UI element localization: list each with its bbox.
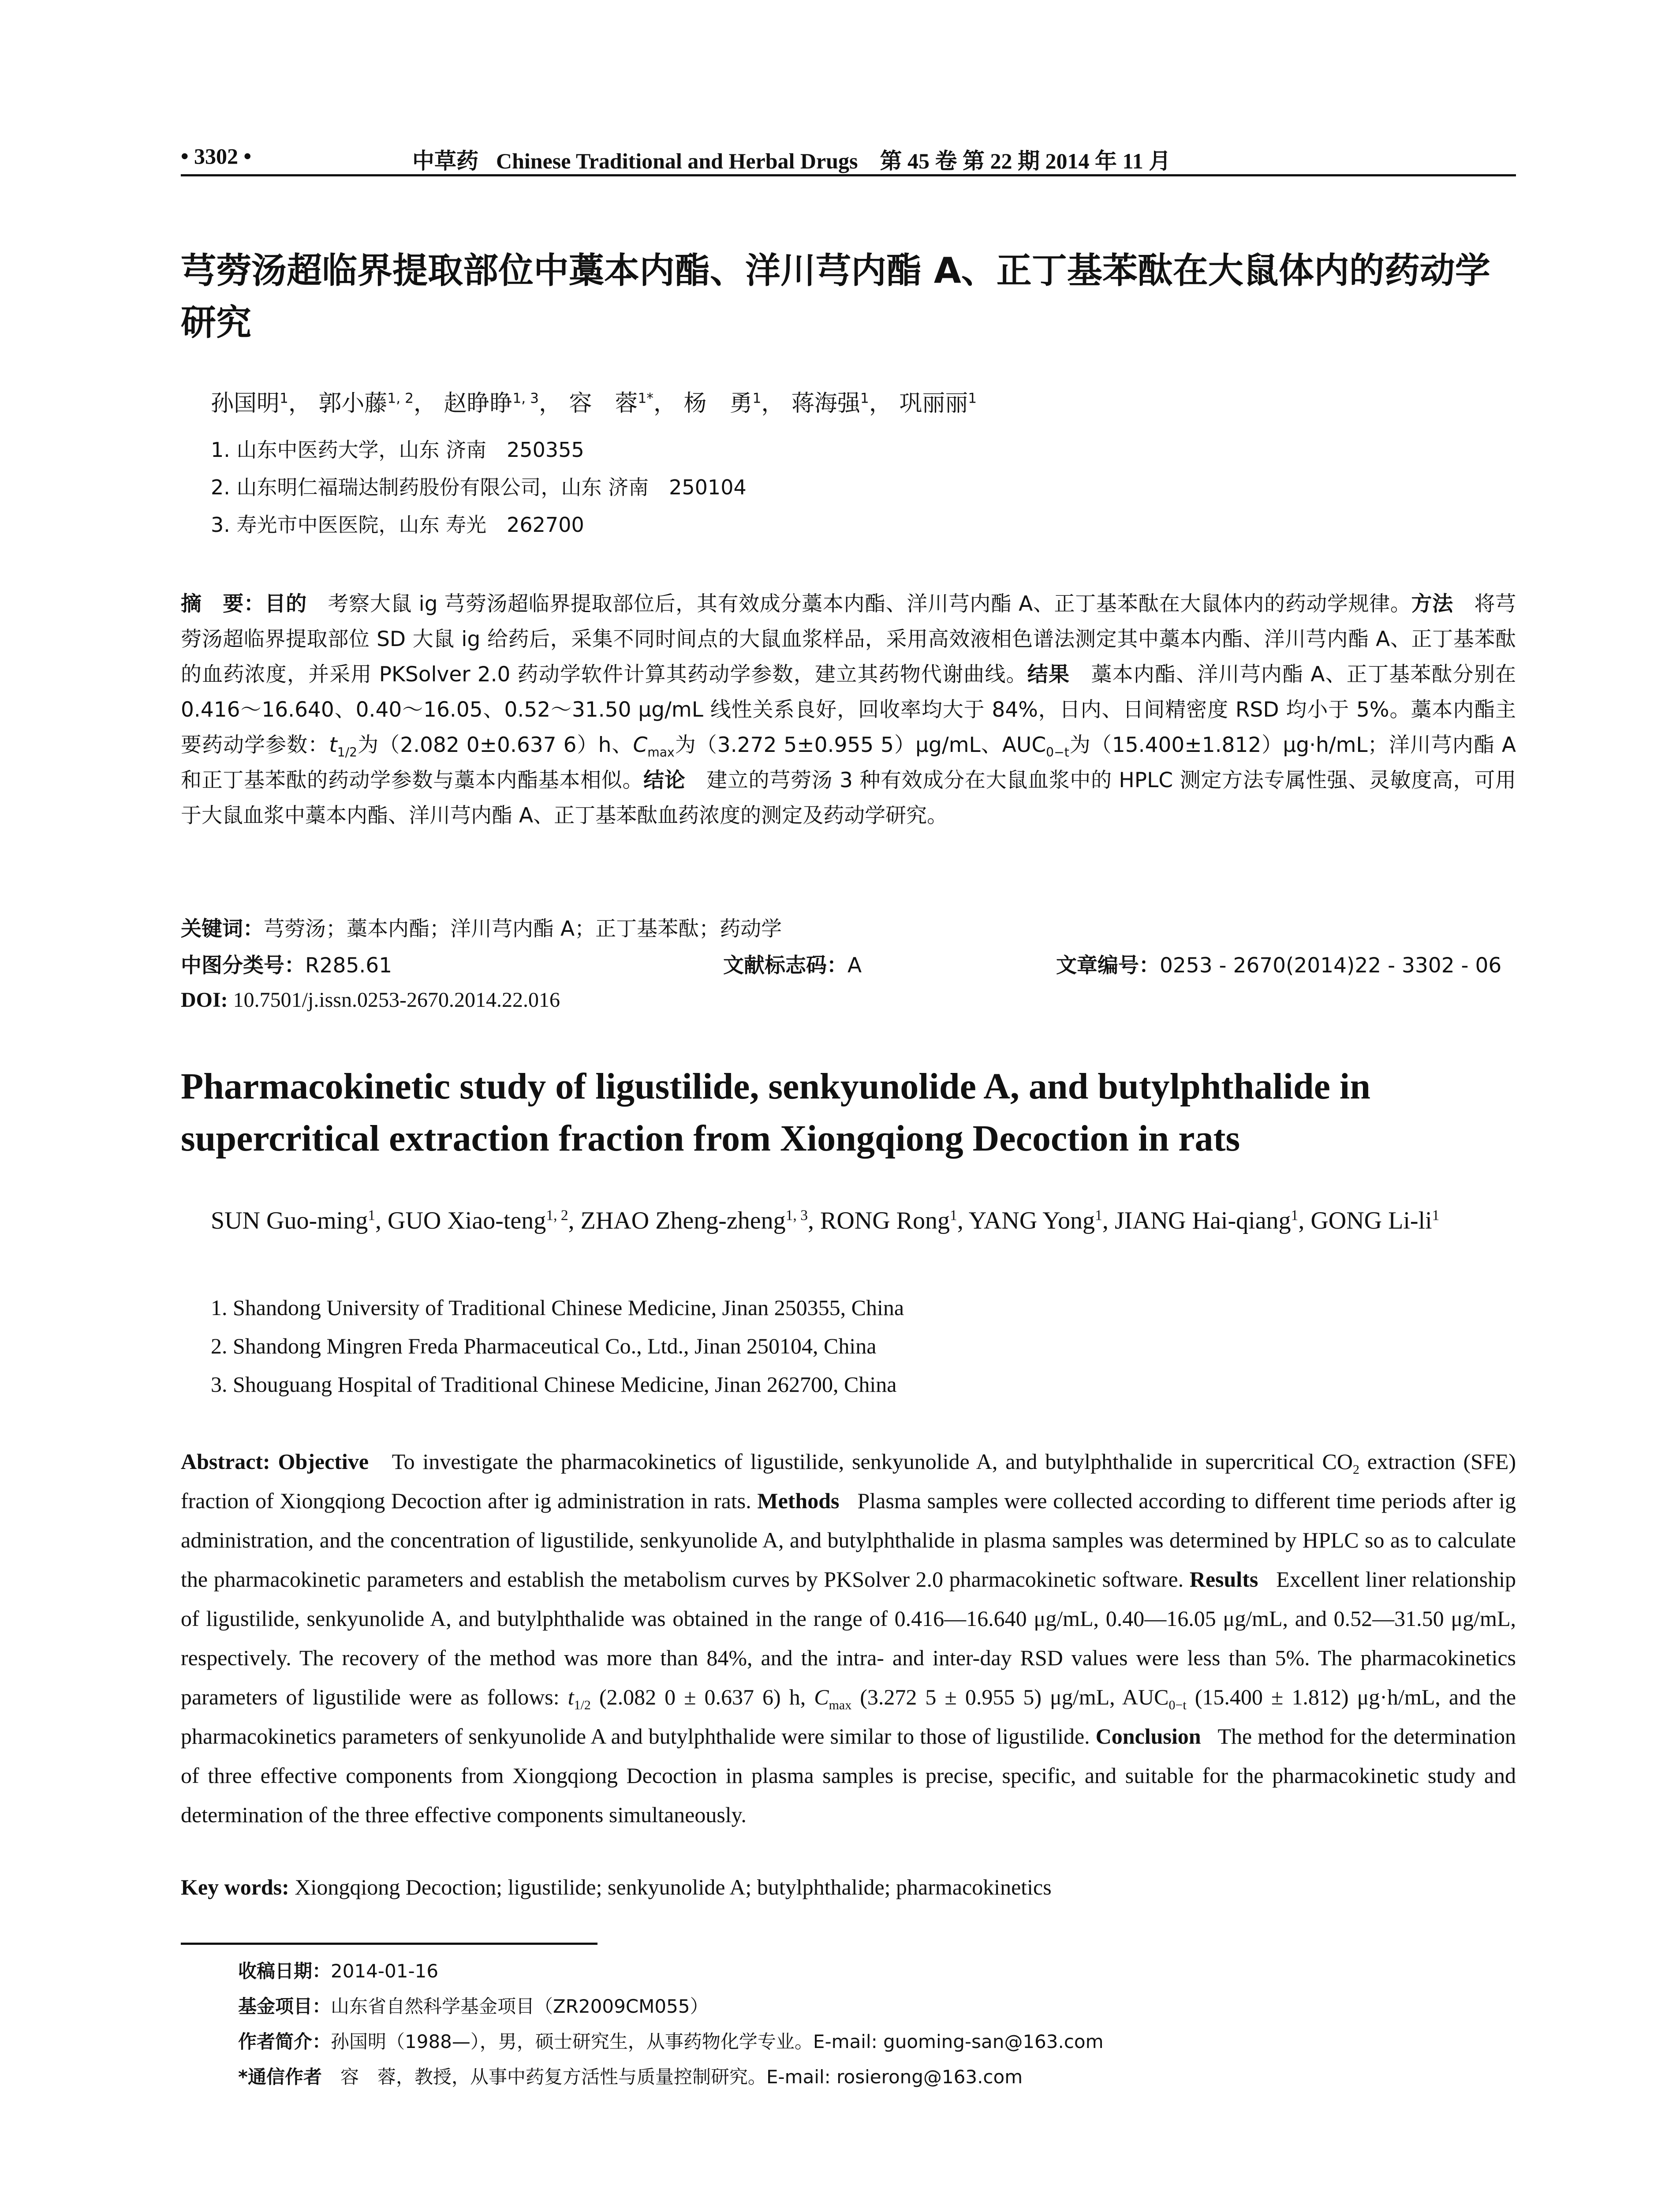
- author-cn: 蒋海强: [791, 390, 860, 417]
- author-en: SUN Guo-ming: [211, 1207, 368, 1234]
- author-en: GONG Li-li: [1310, 1207, 1432, 1234]
- affiliation-en: 2. Shandong Mingren Freda Pharmaceutical Co., Ltd., Jinan 250104, China: [211, 1334, 877, 1358]
- author-cn: 杨 勇: [683, 390, 753, 417]
- author-en: JIANG Hai-qiang: [1114, 1207, 1291, 1234]
- journal-issue: Chinese Traditional and Herbal Drugs 第 45 卷 第 22 期 2014 年 11 月: [496, 149, 1171, 173]
- clc-code: R285.61: [305, 953, 392, 978]
- doi: DOI: 10.7501/j.issn.0253-2670.2014.22.016: [181, 988, 560, 1012]
- affiliation-cn: 3. 寿光市中医医院，山东 寿光 262700: [211, 513, 584, 537]
- article-number: 0253 - 2670(2014)22 - 3302 - 06: [1160, 953, 1502, 978]
- objective-text: 考察大鼠 ig 芎䓖汤超临界提取部位后，其有效成分藁本内酯、洋川芎内酯 A、正丁基苯酞在大鼠体内的药动学规律。: [328, 592, 1411, 616]
- abstract-label: Abstract:: [181, 1449, 270, 1474]
- methods-label: 方法: [1411, 592, 1453, 616]
- conclusion-text: The method for the determination of three effective components from Xiongqiong Decoction in plasma samples is precise, specific, and suitable for the pharmacokinetic study and determination of the three effective components simultaneously.: [181, 1724, 1516, 1827]
- running-header: [181, 143, 1516, 176]
- footnote-author-bio: 作者简介：孙国明（1988—），男，硕士研究生，从事药物化学专业。E-mail: guoming-san@163.com: [238, 2031, 1104, 2052]
- authors-en: SUN Guo-ming$^1$, GUO Xiao-teng$^{1, 2}$, ZHAO Zheng-zheng$^{1, 3}$, RONG Rong$^1$, YANG Yong$^1$, JIANG Hai-qiang$^1$, GONG $Li-li^1$: [211, 1207, 1440, 1234]
- conclusion-label: 结论: [643, 768, 686, 792]
- abstract-label: 摘 要：: [181, 592, 265, 616]
- author-en: ZHAO Zheng-zheng: [580, 1207, 786, 1234]
- author-cn: 容 蓉: [569, 390, 638, 417]
- footnote-received: 收稿日期：2014-01-16: [238, 1960, 439, 1982]
- methods-text: 将芎䓖汤超临界提取部位 SD 大鼠 ig 给药后，采集不同时间点的大鼠血浆样品，采用高效液相色谱法测定其中藁本内酯、洋川芎内酯 A、正丁基苯酞的血药浓度，并采用 PKSolver 2.0 药动学软件计算其药动学参数，建立其药物代谢曲线。: [181, 592, 1516, 687]
- methods-text: Plasma samples were collected according to different time periods after ig administration, and the concentration of ligustilide, senkyunolide A, and butylphthalide in plasma samples was determined by HPLC so as to calculate the pharmacokinetic parameters and establish the metabolism curves by PKSolver 2.0 pharmacokinetic software.: [181, 1488, 1516, 1592]
- document-code: A: [847, 953, 862, 978]
- results-label: Results: [1189, 1567, 1258, 1592]
- abstract-en: Abstract: Objective To investigate the pharmacokinetics of ligustilide, senkyunolide A, and butylphthalide in supercritical $CO_2$ extraction (SFE) fraction of Xiongqiong Decoction after ig administration in rats. Methods Plasma samples were collected according to different time periods after ig administration, and the concentration of ligustilide, senkyunolide A, and butylphthalide in plasma samples was determined by HPLC so as to calculate the pharmacokinetic parameters and establish the metabolism curves by PKSolver 2.0 pharmacokinetic software. Results Excellent liner relationship of ligustilide, senkyunolide A, and butylphthalide was obtained in the range of 0.416—16.640 μg/mL, 0.40—16.05 μg/mL, and 0.52—31.50 μg/mL, respectively. The recovery of the method was more than 84%, and the intra- and inter-day RSD values were less than 5%. The pharmacokinetics parameters of ligustilide were as follows: $t_{1/2}$ (2.082 0 ± 0.637 6) h, $C_{max}$ (3.272 5 ± 0.955 5) μg/mL, $AUC_{0-t}$ (15.400 ± 1.812) μg·h/mL, and the pharmacokinetics parameters of senkyunolide A and butylphthalide were similar to those of ligustilide. Conclusion The method for the determination of three effective components from Xiongqiong Decoction in plasma samples is precise, specific, and suitable for the pharmacokinetic study and determination of the three effective components simultaneously.: [181, 1449, 1516, 1827]
- affiliation-cn: 2. 山东明仁福瑞达制药股份有限公司，山东 济南 250104: [211, 475, 747, 499]
- author-cn: 孙国明: [211, 390, 280, 417]
- conclusion-text: 建立的芎䓖汤 3 种有效成分在大鼠血浆中的 HPLC 测定方法专属性强、灵敏度高，可用于大鼠血浆中藁本内酯、洋川芎内酯 A、正丁基苯酞血药浓度的测定及药动学研究。: [181, 768, 1516, 828]
- results-label: 结果: [1027, 662, 1070, 687]
- keywords-cn: 关键词：芎䓖汤；藁本内酯；洋川芎内酯 A；正丁基苯酞；药动学: [181, 917, 782, 941]
- journal-logo-cn: 中草药: [412, 148, 478, 174]
- author-en: YANG Yong: [968, 1207, 1095, 1234]
- title-en: Pharmacokinetic study of ligustilide, senkyunolide A, and butylphthalide in supercritical extraction fraction from Xiongqiong Decoction in rats: [181, 1066, 1370, 1159]
- objective-text: To investigate the pharmacokinetics of ligustilide, senkyunolide A, and butylphthalide in supercritical CO: [392, 1449, 1353, 1474]
- journal-name: [412, 143, 1171, 175]
- page-number: • 3302 •: [181, 144, 252, 168]
- title-cn: 芎䓖汤超临界提取部位中藁本内酯、洋川芎内酯 A、正丁基苯酞在大鼠体内的药动学研究: [181, 250, 1490, 343]
- footnote-corresponding: *通信作者 容 蓉，教授，从事中药复方活性与质量控制研究。E-mail: rosierong@163.com: [238, 2066, 1023, 2088]
- results-text: Excellent liner relationship of ligustilide, senkyunolide A, and butylphthalide was obtained in the range of 0.416—16.640 μg/mL, 0.40—16.05 μg/mL, and 0.52—31.50 μg/mL, respectively. The recovery of the method was more than 84%, and the intra- and inter-day RSD values were less than 5%. The pharmacokinetics parameters of ligustilide were as follows:: [181, 1567, 1516, 1709]
- affiliation-cn: 1. 山东中医药大学，山东 济南 250355: [211, 438, 584, 462]
- author-cn: 赵睁睁: [444, 390, 513, 417]
- methods-label: Methods: [757, 1488, 840, 1513]
- conclusion-label: Conclusion: [1095, 1724, 1201, 1749]
- doi-link[interactable]: 10.7501/j.issn.0253-2670.2014.22.016: [233, 988, 560, 1012]
- affiliation-en: 3. Shouguang Hospital of Traditional Chinese Medicine, Jinan 262700, China: [211, 1372, 897, 1397]
- author-en: RONG Rong: [820, 1207, 950, 1234]
- abstract-cn: 摘 要：目的 考察大鼠 ig 芎䓖汤超临界提取部位后，其有效成分藁本内酯、洋川芎内酯 A、正丁基苯酞在大鼠体内的药动学规律。方法 将芎䓖汤超临界提取部位 SD 大鼠 ig 给药后，采集不同时间点的大鼠血浆样品，采用高效液相色谱法测定其中藁本内酯、洋川芎内酯 A、正丁基苯酞的血药浓度，并采用 PKSolver 2.0 药动学软件计算其药动学参数，建立其药物代谢曲线。结果 藁本内酯、洋川芎内酯 A、正丁基苯酞分别在 0.416～16.640、0.40～16.05、0.52～31.50 μg/mL 线性关系良好，回收率均大于 84%，日内、日间精密度 RSD 均小于 5%。藁本内酯主要药动学参数：$t_{1/2}$为（2.082 0±0.637 6）h、$C_{max}$为（3.272 5±0.955 5）μg/mL、$AUC_{0-t}$为（15.400±1.812）μg·h/mL；洋川芎内酯 A 和正丁基苯酞的药动学参数与藁本内酯基本相似。结论 建立的芎䓖汤 3 种有效成分在大鼠血浆中的 HPLC 测定方法专属性强、灵敏度高，可用于大鼠血浆中藁本内酯、洋川芎内酯 A、正丁基苯酞血药浓度的测定及药动学研究。: [181, 592, 1516, 828]
- objective-label: Objective: [278, 1449, 369, 1474]
- footnote-funding: 基金项目：山东省自然科学基金项目（ZR2009CM055）: [238, 1996, 709, 2017]
- objective-label: 目的: [265, 592, 307, 616]
- author-cn: 郭小藤: [318, 390, 388, 417]
- keywords-en: Key words: Xiongqiong Decoction; ligustilide; senkyunolide A; butylphthalide; pharmacokinetics: [181, 1875, 1052, 1899]
- footnote-divider: [181, 1943, 597, 1945]
- affiliation-en: 1. Shandong University of Traditional Chinese Medicine, Jinan 250355, China: [211, 1295, 904, 1320]
- classification-line: 中图分类号：R285.61 文献标志码：A 文章编号：0253 - 2670(2014)22 - 3302 - 06: [181, 953, 1502, 978]
- author-en: GUO Xiao-teng: [388, 1207, 546, 1234]
- author-cn: 巩丽丽: [899, 390, 968, 417]
- results-text: 藁本内酯、洋川芎内酯 A、正丁基苯酞分别在 0.416～16.640、0.40～16.05、0.52～31.50 μg/mL 线性关系良好，回收率均大于 84%，日内、日间精密度 RSD 均小于 5%。藁本内酯主要药动学参数：: [181, 662, 1516, 757]
- authors-cn: 孙国明$^1$， 郭小藤$^{1, 2}$， 赵睁睁$^{1, 3}$， 容 蓉$^{1*}$， 杨 勇$^1$， 蒋海强$^1$， 巩丽丽$^1$: [211, 390, 977, 417]
